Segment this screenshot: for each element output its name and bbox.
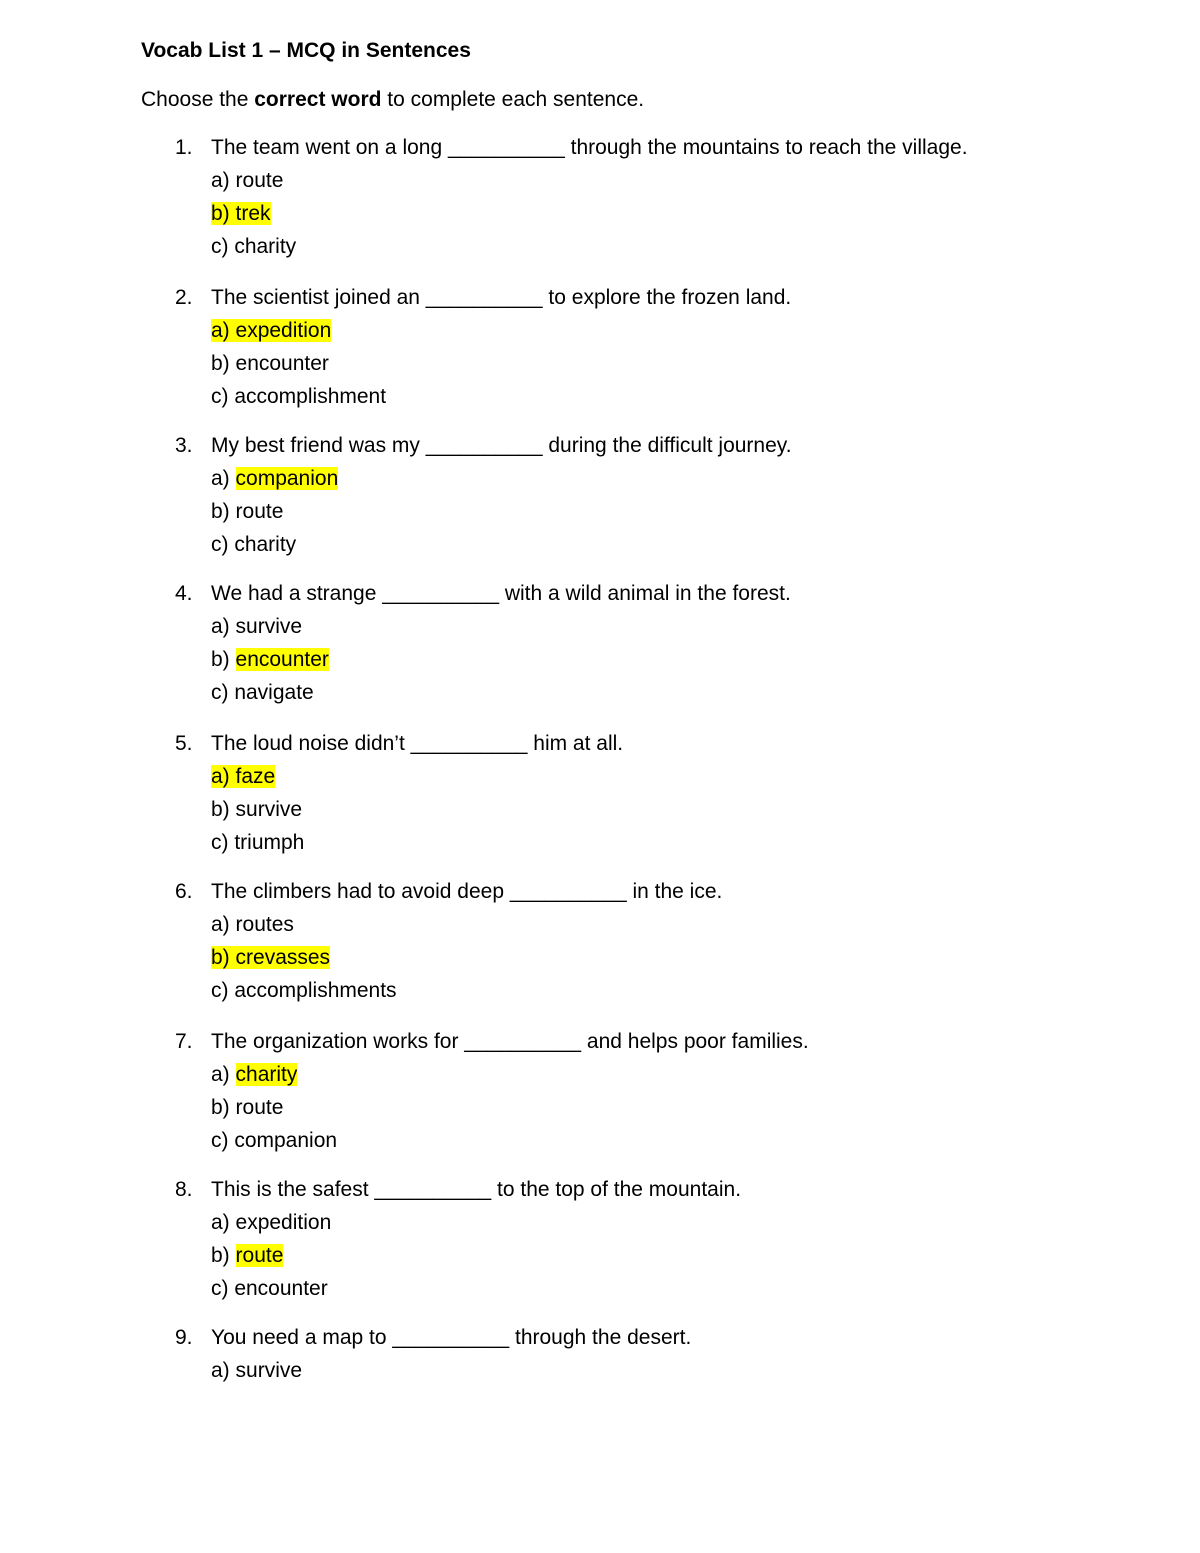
option-letter: b): [211, 798, 236, 821]
question-number: 7.: [175, 1030, 193, 1053]
option-word: survive: [235, 798, 303, 821]
option-letter: a): [211, 765, 236, 788]
option-letter: c): [211, 681, 235, 704]
question-7: [0, 1025, 1200, 1157]
option-letter: c): [211, 385, 235, 408]
option-letter: c): [211, 979, 235, 1002]
question-text: The scientist joined an __________ to explore the frozen land.: [211, 286, 792, 309]
page-title: Vocab List 1 – MCQ in Sentences: [141, 39, 471, 62]
option-letter: a): [211, 1063, 236, 1086]
answer-option: [0, 462, 1200, 495]
answer-option: [0, 314, 1200, 347]
option-word: survive: [235, 1359, 303, 1382]
option-word: expedition: [235, 1211, 332, 1234]
question-line: [0, 875, 1200, 908]
answer-option: [0, 347, 1200, 380]
option-letter: c): [211, 533, 235, 556]
answer-option: [0, 941, 1200, 974]
question-number: 6.: [175, 880, 193, 903]
option-letter: a): [211, 615, 236, 638]
option-letter: b): [211, 1096, 236, 1119]
option-letter: b): [211, 202, 236, 225]
option-word: trek: [235, 202, 271, 225]
option-letter: c): [211, 831, 235, 854]
question-number: 3.: [175, 434, 193, 457]
answer-option: [0, 197, 1200, 230]
option-word: navigate: [234, 681, 314, 704]
option-word: charity: [235, 1063, 298, 1086]
question-line: [0, 1173, 1200, 1206]
question-4: [0, 577, 1200, 709]
instructions-before: Choose the: [141, 88, 255, 111]
question-number: 2.: [175, 286, 193, 309]
option-word: charity: [234, 533, 297, 556]
instructions: [141, 87, 644, 113]
option-word: routes: [235, 913, 294, 936]
question-5: [0, 727, 1200, 859]
question-8: [0, 1173, 1200, 1305]
option-word: accomplishments: [234, 979, 397, 1002]
option-word: encounter: [235, 352, 329, 375]
option-letter: c): [211, 1129, 235, 1152]
option-letter: b): [211, 648, 236, 671]
question-number: 9.: [175, 1326, 193, 1349]
answer-option: [0, 495, 1200, 528]
answer-option: [0, 1206, 1200, 1239]
question-3: [0, 429, 1200, 561]
answer-option: [0, 643, 1200, 676]
option-letter: c): [211, 1277, 235, 1300]
question-text: The climbers had to avoid deep __________ in the ice.: [211, 880, 723, 903]
answer-option: [0, 1239, 1200, 1272]
option-word: encounter: [234, 1277, 328, 1300]
option-letter: a): [211, 1359, 236, 1382]
option-word: triumph: [234, 831, 305, 854]
option-word: accomplishment: [234, 385, 387, 408]
answer-option: [0, 974, 1200, 1007]
question-text: The team went on a long __________ through the mountains to reach the village.: [211, 136, 968, 159]
question-number: 8.: [175, 1178, 193, 1201]
question-6: [0, 875, 1200, 1007]
answer-option: [0, 908, 1200, 941]
answer-option: [0, 793, 1200, 826]
answer-option: [0, 380, 1200, 413]
instructions-after: to complete each sentence.: [381, 88, 645, 111]
question-number: 4.: [175, 582, 193, 605]
answer-option: [0, 1272, 1200, 1305]
option-word: route: [235, 500, 284, 523]
question-text: My best friend was my __________ during the difficult journey.: [211, 434, 792, 457]
option-word: expedition: [235, 319, 332, 342]
question-line: [0, 1321, 1200, 1354]
question-number: 5.: [175, 732, 193, 755]
answer-option: [0, 676, 1200, 709]
option-letter: b): [211, 1244, 236, 1267]
option-word: charity: [234, 235, 297, 258]
option-word: route: [235, 1096, 284, 1119]
question-line: [0, 281, 1200, 314]
option-word: crevasses: [235, 946, 331, 969]
answer-option: [0, 1354, 1200, 1387]
option-letter: a): [211, 319, 236, 342]
option-word: encounter: [235, 648, 329, 671]
answer-option: [0, 826, 1200, 859]
option-letter: a): [211, 467, 236, 490]
answer-option: [0, 760, 1200, 793]
option-letter: b): [211, 352, 236, 375]
question-line: [0, 1025, 1200, 1058]
question-text: The loud noise didn’t __________ him at all.: [211, 732, 624, 755]
option-word: companion: [234, 1129, 338, 1152]
answer-option: [0, 1091, 1200, 1124]
question-2: [0, 281, 1200, 413]
answer-option: [0, 610, 1200, 643]
option-letter: c): [211, 235, 235, 258]
question-line: [0, 727, 1200, 760]
question-9: [0, 1321, 1200, 1387]
answer-option: [0, 230, 1200, 263]
option-word: faze: [235, 765, 276, 788]
question-text: We had a strange __________ with a wild animal in the forest.: [211, 582, 791, 605]
option-letter: a): [211, 169, 236, 192]
option-letter: a): [211, 1211, 236, 1234]
answer-option: [0, 164, 1200, 197]
option-letter: b): [211, 500, 236, 523]
question-1: [0, 131, 1200, 263]
answer-option: [0, 528, 1200, 561]
answer-option: [0, 1058, 1200, 1091]
question-number: 1.: [175, 136, 193, 159]
answer-option: [0, 1124, 1200, 1157]
option-letter: b): [211, 946, 236, 969]
question-text: The organization works for __________ and helps poor families.: [211, 1030, 809, 1053]
question-text: You need a map to __________ through the desert.: [211, 1326, 692, 1349]
option-word: route: [235, 169, 284, 192]
question-line: [0, 131, 1200, 164]
option-letter: a): [211, 913, 236, 936]
option-word: companion: [235, 467, 339, 490]
question-line: [0, 577, 1200, 610]
option-word: survive: [235, 615, 303, 638]
question-line: [0, 429, 1200, 462]
option-word: route: [235, 1244, 284, 1267]
instructions-bold: correct word: [254, 88, 382, 111]
question-text: This is the safest __________ to the top of the mountain.: [211, 1178, 742, 1201]
